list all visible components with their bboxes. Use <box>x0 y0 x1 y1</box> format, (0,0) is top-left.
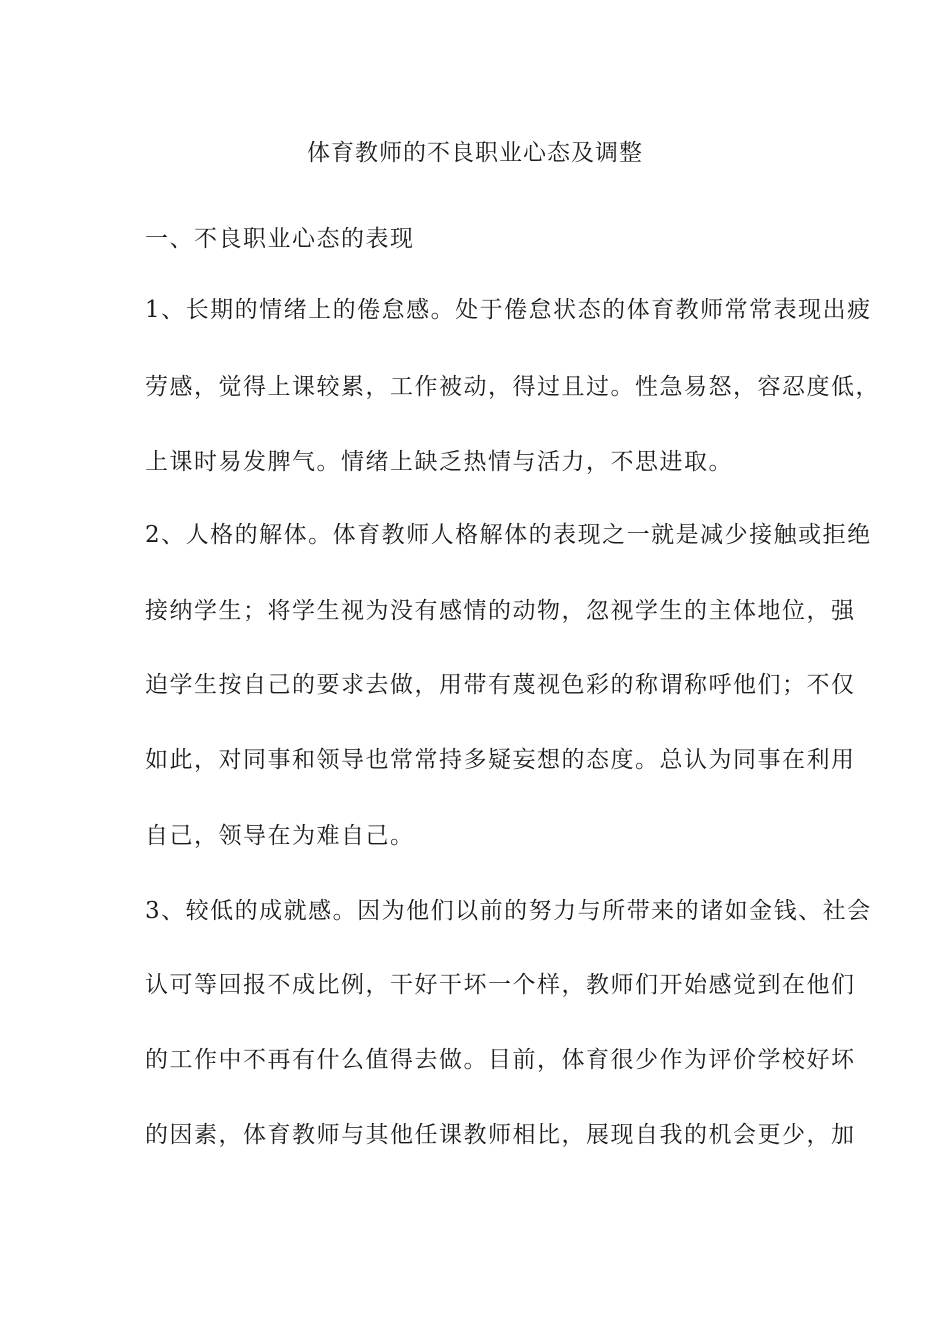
paragraph-line: 自己，领导在为难自己。 <box>145 823 415 849</box>
paragraph-line: 如此，对同事和领导也常常持多疑妄想的态度。总认为同事在利用 <box>145 747 856 773</box>
paragraph-line: 1、长期的情绪上的倦怠感。处于倦怠状态的体育教师常常表现出疲 <box>145 297 872 323</box>
paragraph-line: 2、人格的解体。体育教师人格解体的表现之一就是减少接触或拒绝 <box>145 522 872 548</box>
paragraph-line: 认可等回报不成比例，干好干坏一个样，教师们开始感觉到在他们 <box>145 972 856 998</box>
paragraph-line: 迫学生按自己的要求去做，用带有蔑视色彩的称谓称呼他们；不仅 <box>145 672 856 698</box>
paragraph-line: 的工作中不再有什么值得去做。目前，体育很少作为评价学校好坏 <box>145 1047 856 1073</box>
document-title: 体育教师的不良职业心态及调整 <box>307 140 643 166</box>
paragraph-line: 的因素，体育教师与其他任课教师相比，展现自我的机会更少，加 <box>145 1122 856 1148</box>
paragraph-line: 接纳学生；将学生视为没有感情的动物，忽视学生的主体地位，强 <box>145 598 856 624</box>
paragraph-line: 3、较低的成就感。因为他们以前的努力与所带来的诸如金钱、社会 <box>145 898 872 924</box>
paragraph-line: 劳感，觉得上课较累，工作被动，得过且过。性急易怒，容忍度低， <box>145 374 880 400</box>
paragraph-line: 上课时易发脾气。情绪上缺乏热情与活力，不思进取。 <box>145 449 733 475</box>
section-heading: 一、不良职业心态的表现 <box>145 226 415 252</box>
